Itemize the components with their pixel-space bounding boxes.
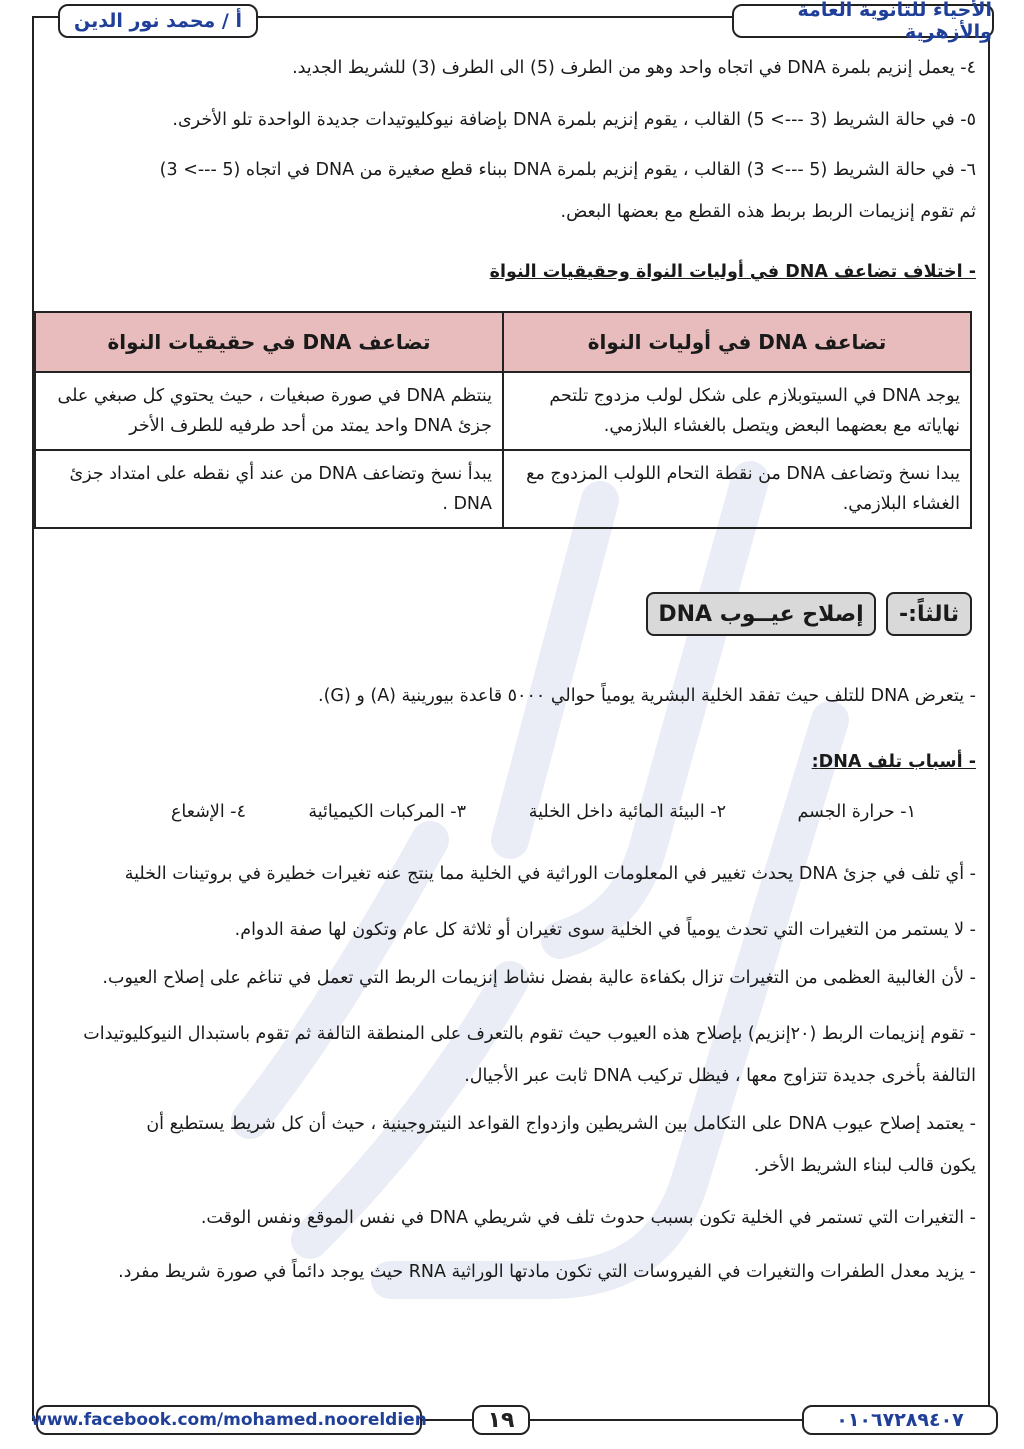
table-cell: يوجد DNA في السيتوبلازم على شكل لولب مزدوج تلتحم نهاياته مع بعضهما البعض ويتصل بالغشاء البلازمي. <box>503 372 971 450</box>
paragraph-1: - أي تلف في جزئ DNA يحدث تغيير في المعلومات الوراثية في الخلية مما ينتج عنه تغيرات خطيرة في بروتينات الخلية <box>124 864 976 884</box>
paragraph-4b: التالفة بأخرى جديدة تتزاوج معها ، فيظل تركيب DNA ثابت عبر الأجيال. <box>464 1066 976 1086</box>
table-cell: يبدأ نسخ وتضاعف DNA من عند أي نقطه على امتداد جزئ DNA . <box>35 450 503 528</box>
header-teacher: أ / محمد نور الدين <box>58 4 258 38</box>
table-cell: ينتظم DNA في صورة صبغيات ، حيث يحتوي كل صبغي على جزئ DNA واحد يمتد من أحد طرفيه للطرف الأخر <box>35 372 503 450</box>
damage-intro: - يتعرض DNA للتلف حيث تفقد الخلية البشرية يومياً حوالي ٥٠٠٠ قاعدة بيورينية (A) و (G). <box>318 686 976 706</box>
paragraph-7: - يزيد معدل الطفرات والتغيرات في الفيروسات التي تكون مادتها الوراثية RNA حيث يوجد دائماً في صورة شريط مفرد. <box>118 1262 976 1282</box>
step-5: ٥- في حالة الشريط (3 ---> 5) القالب ، يقوم إنزيم بلمرة DNA بإضافة نيوكليوتيدات جديدة الواحدة تلو الأخرى. <box>172 110 976 130</box>
section-title: إصلاح عيــوب DNA <box>646 592 876 636</box>
paragraph-4a: - تقوم إنزيمات الربط (٢٠إنزيم) بإصلاح هذه العيوب حيث تقوم بالتعرف على المنطقة التالفة ثم تقوم باستبدال النيوكليوتيدات <box>83 1024 976 1044</box>
section-number: ثالثاً:- <box>886 592 972 636</box>
page-number: ١٩ <box>472 1405 530 1435</box>
table-row <box>35 450 971 528</box>
phone-number: ٠١٠٦٧٢٨٩٤٠٧ <box>802 1405 998 1435</box>
table-row <box>35 372 971 450</box>
header-subject: الأحياء للثانوية العامة والأزهرية <box>732 4 994 38</box>
step-6a: ٦- في حالة الشريط (5 ---> 3) القالب ، يقوم إنزيم بلمرة DNA ببناء قطع صغيرة من DNA في اتجاه (5 ---> 3) <box>159 160 976 180</box>
cause-item: ٤- الإشعاع <box>170 802 246 822</box>
comparison-table <box>34 311 972 529</box>
paragraph-5b: يكون قالب لبناء الشريط الأخر. <box>753 1156 976 1176</box>
paragraph-2: - لا يستمر من التغيرات التي تحدث يومياً في الخلية سوى تغيران أو ثلاثة كل عام وتكون لها صفة الدوام. <box>234 920 976 940</box>
table-header-eukaryotes: تضاعف DNA في حقيقيات النواة <box>35 312 503 372</box>
table-header-prokaryotes: تضاعف DNA في أوليات النواة <box>503 312 971 372</box>
facebook-link[interactable]: www.facebook.com/mohamed.nooreldien <box>36 1405 422 1435</box>
step-6b: ثم تقوم إنزيمات الربط بربط هذه القطع مع بعضها البعض. <box>560 202 976 222</box>
cause-item: ١- حرارة الجسم <box>797 802 916 822</box>
step-4: ٤- يعمل إنزيم بلمرة DNA في اتجاه واحد وهو من الطرف (5) الى الطرف (3) للشريط الجديد. <box>292 58 976 78</box>
difference-heading: - اختلاف تضاعف DNA في أوليات النواة وحقيقيات النواة <box>489 262 976 282</box>
table-cell: يبدا نسخ وتضاعف DNA من نقطة التحام اللولب المزدوج مع الغشاء البلازمي. <box>503 450 971 528</box>
causes-heading: - أسباب تلف DNA: <box>811 752 976 772</box>
paragraph-3: - لأن الغالبية العظمى من التغيرات تزال بكفاءة عالية بفضل نشاط إنزيمات الربط التي تعمل في تناغم على إصلاح العيوب. <box>102 968 976 988</box>
paragraph-6: - التغيرات التي تستمر في الخلية تكون بسبب حدوث تلف في شريطي DNA في نفس الموقع ونفس الوقت. <box>200 1208 976 1228</box>
cause-item: ٣- المركبات الكيميائية <box>308 802 466 822</box>
cause-item: ٢- البيئة المائية داخل الخلية <box>528 802 726 822</box>
paragraph-5a: - يعتمد إصلاح عيوب DNA على التكامل بين الشريطين وازدواج القواعد النيتروجينية ، حيث أن كل شريط يستطيع أن <box>146 1114 976 1134</box>
